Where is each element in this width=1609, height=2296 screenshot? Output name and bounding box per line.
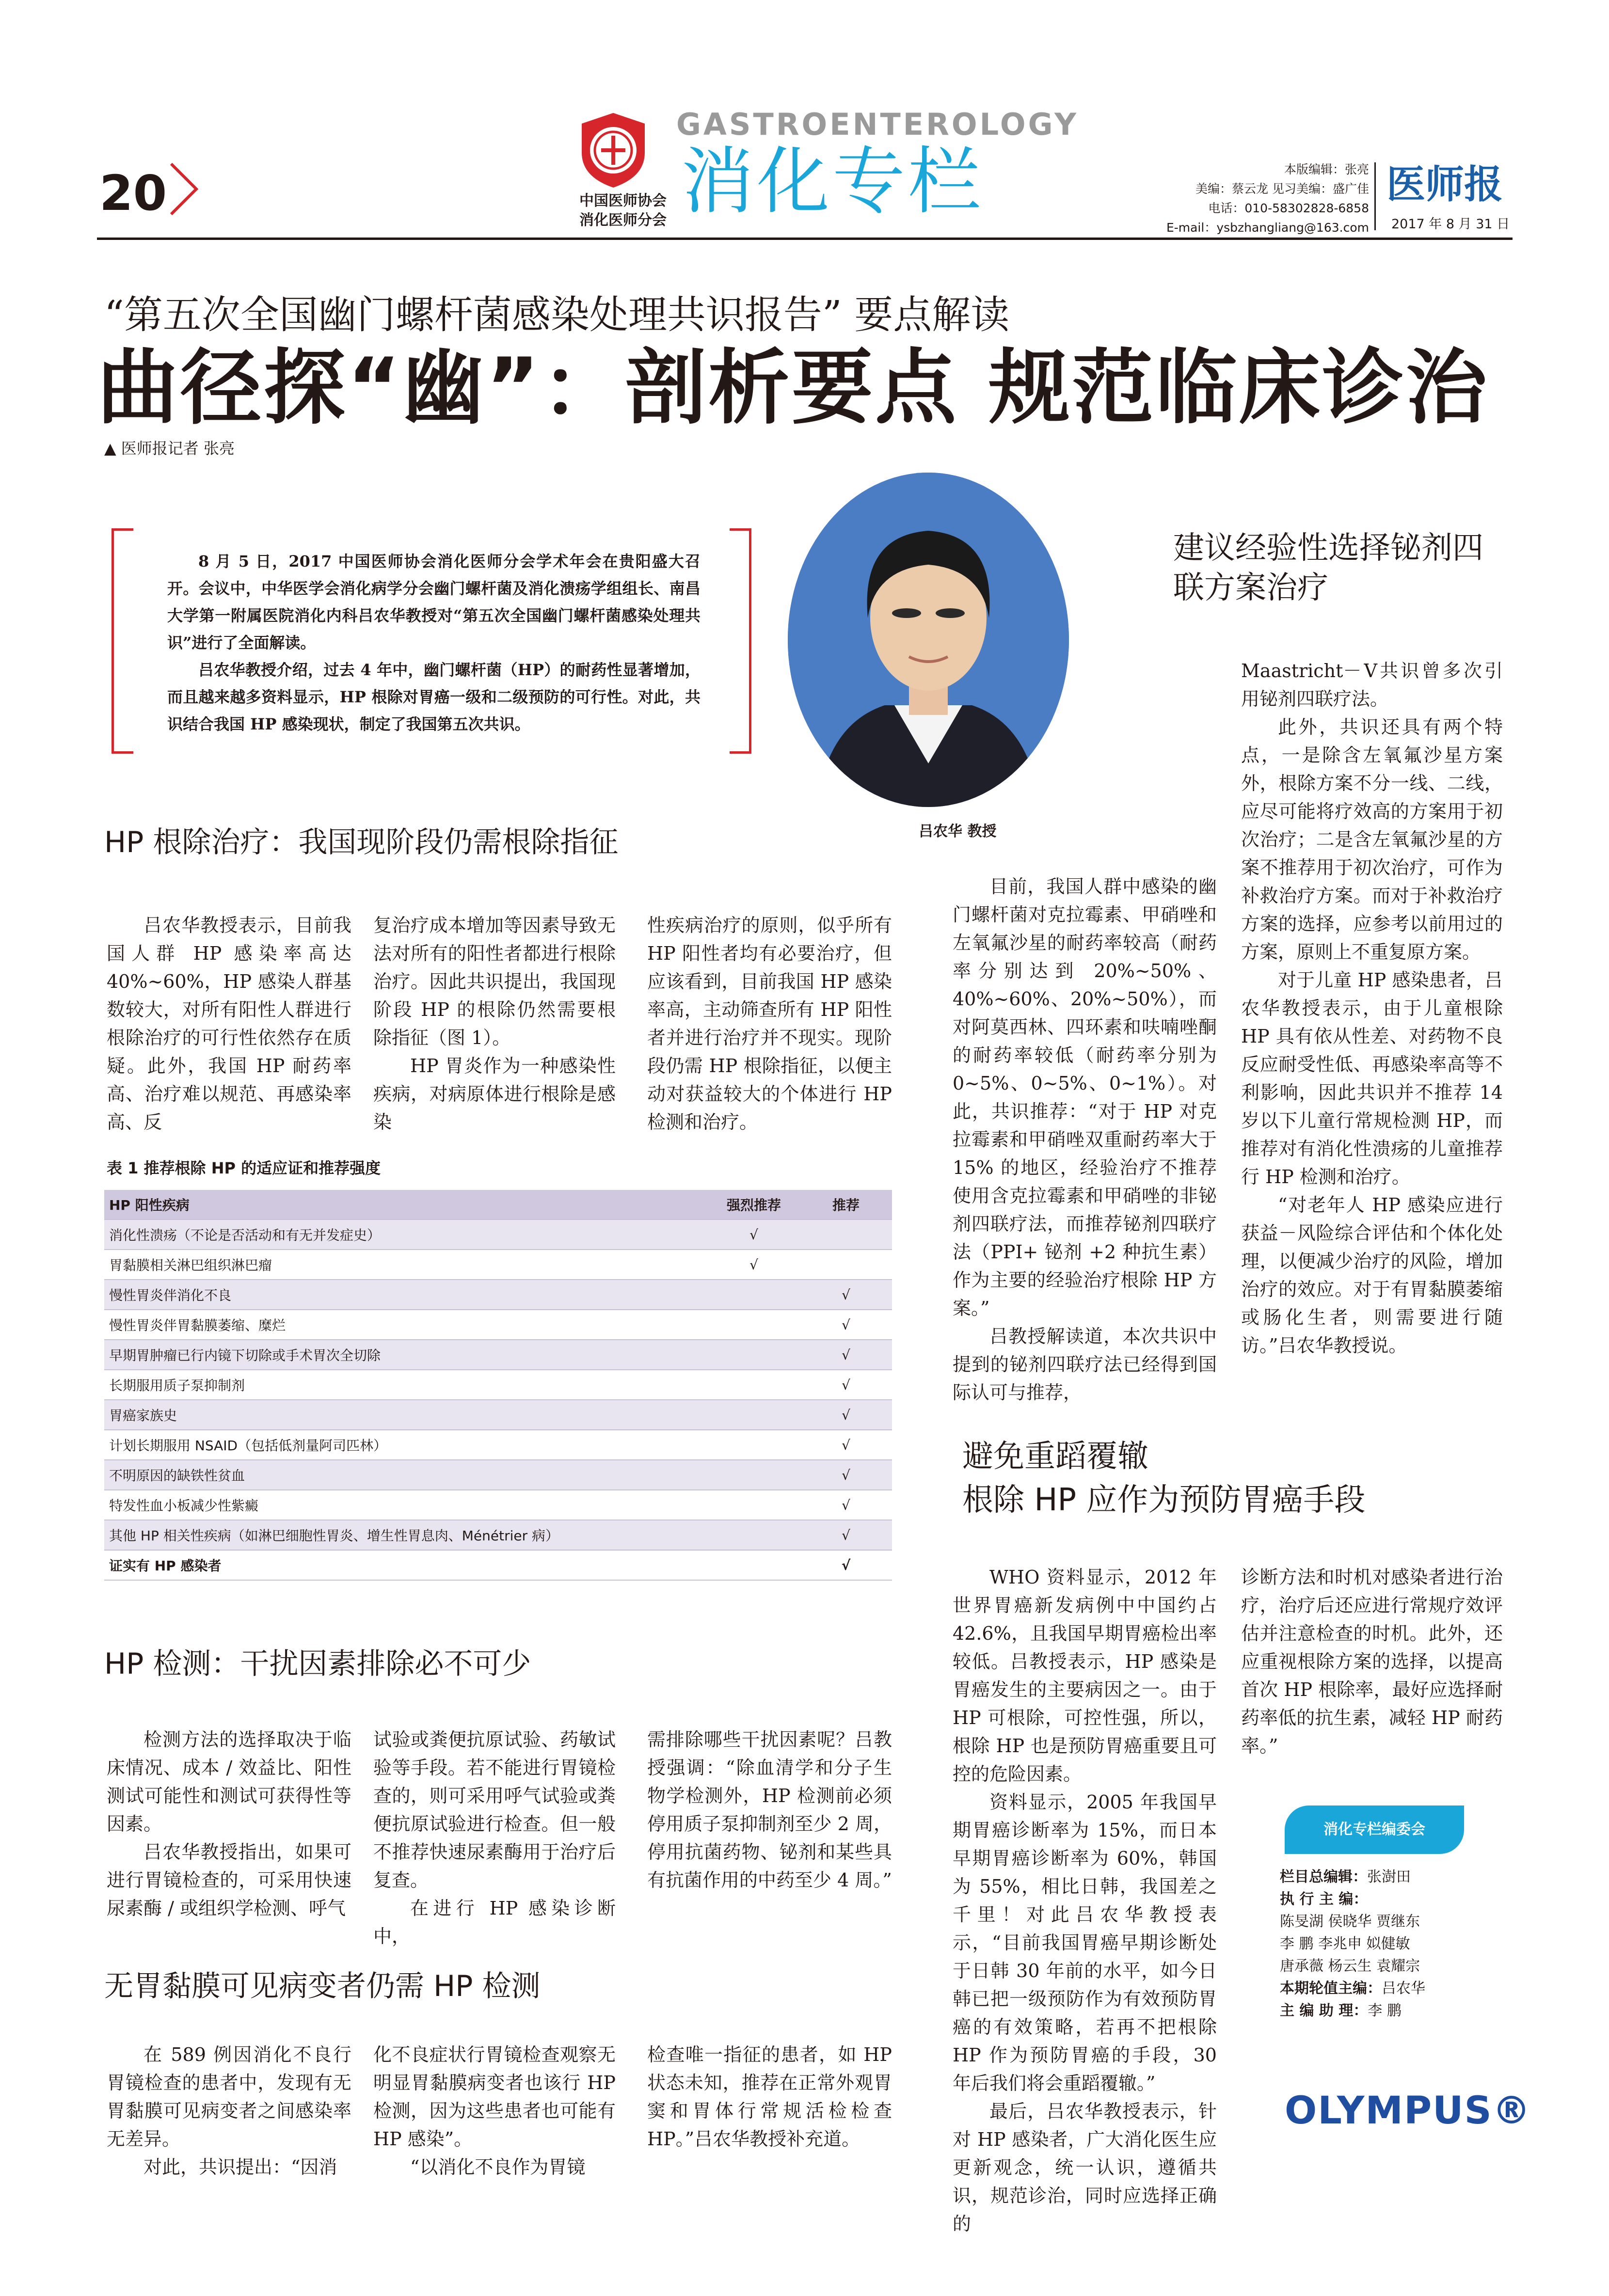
check-cell: √ — [800, 1340, 892, 1370]
paragraph: 最后，吕农华教授表示，针对 HP 感染者，广大消化医生应更新观念，统一认识，遵循共识，规范诊治，同时应选择正确的 — [953, 2101, 1217, 2234]
check-cell — [800, 1219, 892, 1250]
paragraph: “对老年人 HP 感染应进行获益－风险综合评估和个体化处理，以便减少治疗的风险，增加治疗的效应。对于有胃黏膜萎缩或肠化生者，则需要进行随访。”吕农华教授说。 — [1241, 1194, 1503, 1356]
check-cell — [708, 1520, 800, 1550]
committee-list — [1280, 1866, 1503, 2022]
committee-line: 本期轮值主编：吕农华 — [1280, 1980, 1425, 1997]
paragraph: 化不良症状行胃镜检查观察无明显胃黏膜病变者也该行 HP 检测，因为这些患者也可能有 HP 感染”。 — [373, 2044, 616, 2150]
table-header: 强烈推荐 — [708, 1190, 800, 1219]
section-heading: 无胃黏膜可见病变者仍需 HP 检测 — [104, 1969, 541, 2003]
text-column — [107, 2041, 351, 2181]
association-name — [553, 191, 693, 230]
text-column — [647, 2041, 892, 2153]
check-cell — [800, 1250, 892, 1280]
paragraph: 在进行 HP 感染诊断中， — [373, 1898, 616, 1947]
sponsor-logo: OLYMPUS® — [1285, 2089, 1531, 2133]
paragraph: 试验或粪便抗原试验、药敏试验等手段。若不能进行胃镜检查的，则可采用呼气试验或粪便抗原试验进行检查。但一般不推荐快速尿素酶用于治疗后复查。 — [373, 1729, 616, 1891]
check-cell — [708, 1280, 800, 1310]
page-number: 20 — [99, 165, 167, 222]
committee-line: 主 编 助 理：李 鹏 — [1280, 2002, 1402, 2019]
paragraph: 需排除哪些干扰因素呢？吕教授强调：“除血清学和分子生物学检测外，HP 检测前必须停用质子泵抑制剂至少 2 周，停用抗菌药物、铋剂和某些具有抗菌作用的中药至少 4 周。” — [647, 1729, 892, 1891]
check-cell: √ — [800, 1370, 892, 1400]
section-heading: 建议经验性选择铋剂四联方案治疗 — [1173, 530, 1483, 606]
table-row — [104, 1430, 892, 1460]
table-row — [104, 1400, 892, 1430]
paragraph: 检查唯一指征的患者，如 HP 状态未知，推荐在正常外观胃窦和胃体行常规活检检查 HP。”吕农华教授补充道。 — [647, 2044, 892, 2150]
section-heading: HP 根除治疗：我国现阶段仍需根除指征 — [104, 825, 619, 859]
paragraph: 性疾病治疗的原则，似乎所有 HP 阳性者均有必要治疗，但应该看到，目前我国 HP 感染率高，主动筛查所有 HP 阳性者并进行治疗并不现实。现阶段仍需 HP 根除指征，以便主动对获益较大的个体进行 HP 检测和治疗。 — [647, 915, 892, 1133]
intro-text — [167, 548, 701, 738]
check-cell — [708, 1400, 800, 1430]
check-cell: √ — [708, 1250, 800, 1280]
table-header: 推荐 — [800, 1190, 892, 1219]
table-title: 表 1 推荐根除 HP 的适应证和推荐强度 — [107, 1159, 381, 1177]
check-cell — [708, 1490, 800, 1520]
table-row — [104, 1370, 892, 1400]
committee-line: 李 鹏 李兆申 姒健敏 — [1280, 1935, 1410, 1952]
table-cell: 慢性胃炎伴消化不良 — [104, 1280, 708, 1310]
section-title-cn: 消化专栏 — [681, 140, 984, 224]
check-cell: √ — [800, 1460, 892, 1490]
editor-line: 本版编辑：张亮 — [1284, 162, 1369, 176]
table-cell: 早期胃肿瘤已行内镜下切除或手术胃次全切除 — [104, 1340, 708, 1370]
paragraph: 此外，共识还具有两个特点，一是除含左氧氟沙星方案外，根除方案不分一线、二线，应尽可能将疗效高的方案用于初次治疗；二是含左氧氟沙星的方案不推荐用于初次治疗，可作为补救治疗方案。而对于补救治疗方案的选择，应参考以前用过的方案，原则上不重复原方案。 — [1241, 716, 1503, 963]
table-cell: 长期服用质子泵抑制剂 — [104, 1370, 708, 1400]
check-cell — [708, 1550, 800, 1580]
section-heading: HP 检测：干扰因素排除必不可少 — [104, 1647, 531, 1681]
paragraph: 资料显示，2005 年我国早期胃癌诊断率为 15%，而日本早期胃癌诊断率为 60%，韩国为 55%，相比日韩，我国差之千里！对此吕农华教授表示，“目前我国胃癌早期诊断处于日韩 30 年前的水平，如今日韩已把一级预防作为有效预防胃癌的有效策略，若再不把根除 HP 作为预防胃癌的手段，30 年后我们将会重蹈覆辙。” — [953, 1791, 1217, 2094]
paragraph: 吕农华教授指出，如果可进行胃镜检查的，可采用快速尿素酶 / 或组织学检测、呼气 — [107, 1841, 351, 1919]
paragraph: 吕教授解读道，本次共识中提到的铋剂四联疗法已经得到国际认可与推荐， — [953, 1326, 1217, 1403]
article-subhead: “第五次全国幽门螺杆菌感染处理共识报告” 要点解读 — [104, 292, 1010, 337]
table-cell: 胃癌家族史 — [104, 1400, 708, 1430]
table-row — [104, 1310, 892, 1340]
table-row — [104, 1520, 892, 1550]
check-cell — [708, 1340, 800, 1370]
check-cell: √ — [708, 1219, 800, 1250]
paragraph: 对于儿童 HP 感染患者，吕农华教授表示，由于儿童根除 HP 具有依从性差、对药物不良反应耐受性低、再感染率高等不利影响，因此共识并不推荐 14 岁以下儿童行常规检测 HP，而推荐对有消化性溃疡的儿童推荐行 HP 检测和治疗。 — [1241, 969, 1503, 1188]
table-row — [104, 1280, 892, 1310]
publication-date: 2017 年 8 月 31 日 — [1391, 217, 1510, 232]
header-divider — [1374, 162, 1376, 230]
committee-line: 唐承薇 杨云生 袁耀宗 — [1280, 1958, 1420, 1975]
paragraph: 诊断方法和时机对感染者进行治疗，治疗后还应进行常规疗效评估并注意检查的时机。此外，还应重视根除方案的选择，以提高首次 HP 根除率，最好应选择耐药率低的抗生素，减轻 HP 耐药率。” — [1241, 1567, 1503, 1757]
editor-line: 电话：010-58302828-6858 — [1208, 201, 1369, 215]
portrait-photo — [788, 473, 1069, 807]
table-row — [104, 1250, 892, 1280]
section-heading — [962, 1435, 1496, 1522]
intro-paragraph: 吕农华教授介绍，过去 4 年中，幽门螺杆菌（HP）的耐药性显著增加，而且越来越多资料显示，HP 根除对胃癌一级和二级预防的可行性。对此，共识结合我国 HP 感染现状，制定了我国第五次共识。 — [167, 661, 701, 733]
text-column — [373, 1726, 616, 1950]
check-cell: √ — [800, 1550, 892, 1580]
paragraph: 在 589 例因消化不良行胃镜检查的患者中，发现有无胃黏膜可见病变者之间感染率无差异。 — [107, 2044, 351, 2150]
text-column — [953, 1563, 1217, 2238]
byline: ▲ 医师报记者 张亮 — [104, 439, 235, 458]
paragraph: 对此，共识提出：“因消 — [143, 2156, 337, 2178]
chevron-right-icon — [167, 160, 201, 218]
check-cell: √ — [800, 1430, 892, 1460]
text-column — [373, 2041, 616, 2181]
indication-table — [104, 1190, 892, 1581]
text-column — [1241, 1563, 1503, 1760]
text-column — [107, 1726, 351, 1922]
text-column — [107, 911, 351, 1136]
article-headline: 曲径探“幽”：剖析要点 规范临床诊治 — [97, 340, 1489, 435]
text-column — [1241, 657, 1503, 1360]
brand-logo: 医师报 — [1386, 161, 1503, 207]
check-cell: √ — [800, 1280, 892, 1310]
table-cell: 慢性胃炎伴胃黏膜萎缩、糜烂 — [104, 1310, 708, 1340]
table-cell: 消化性溃疡（不论是否活动和有无并发症史） — [104, 1219, 708, 1250]
table-row — [104, 1460, 892, 1490]
check-cell: √ — [800, 1520, 892, 1550]
table-cell: 证实有 HP 感染者 — [104, 1550, 708, 1580]
table-cell: 特发性血小板减少性紫癜 — [104, 1490, 708, 1520]
bracket-left — [112, 528, 133, 754]
association-line-1: 中国医师协会 — [579, 192, 667, 209]
editor-info — [1030, 160, 1369, 238]
masthead-rule — [97, 238, 1513, 240]
paragraph: “以消化不良作为胃镜 — [410, 2156, 586, 2178]
committee-line: 执 行 主 编： — [1280, 1891, 1368, 1908]
editor-line: E-mail：ysbzhangliang@163.com — [1166, 221, 1369, 235]
intro-paragraph: 8 月 5 日，2017 中国医师协会消化医师分会学术年会在贵阳盛大召开。会议中，中华医学会消化病学分会幽门螺杆菌及消化溃疡学组组长、南昌大学第一附属医院消化内科吕农华教授对“第五次全国幽门螺杆菌感染处理共识”进行了全面解读。 — [167, 552, 701, 652]
table-row — [104, 1550, 892, 1580]
paragraph: 吕农华教授表示，目前我国人群 HP 感染率高达 40%~60%，HP 感染人群基数较大，对所有阳性人群进行根除治疗的可行性依然存在质疑。此外，我国 HP 耐药率高、治疗难以规范、再感染率高、反 — [107, 915, 351, 1133]
text-column — [953, 872, 1217, 1407]
committee-line: 栏目总编辑：张澍田 — [1280, 1868, 1411, 1885]
paragraph: WHO 资料显示，2012 年世界胃癌新发病例中中国约占 42.6%，且我国早期胃癌检出率较低。吕教授表示，HP 感染是胃癌发生的主要病因之一。由于 HP 可根除，可控性强，所以，根除 HP 也是预防胃癌重要且可控的危险因素。 — [953, 1567, 1217, 1785]
table-cell: 其他 HP 相关性疾病（如淋巴细胞性胃炎、增生性胃息肉、Ménétrier 病） — [104, 1520, 708, 1550]
check-cell — [708, 1370, 800, 1400]
paragraph: 目前，我国人群中感染的幽门螺杆菌对克拉霉素、甲硝唑和左氧氟沙星的耐药率较高（耐药率分别达到 20%~50%、40%~60%、20%~50%），而对阿莫西林、四环素和呋喃唑酮的耐药率较低（耐药率分别为 0~5%、0~5%、0~1%）。对此，共识推荐：“对于 HP 对克拉霉素和甲硝唑双重耐药率大于 15% 的地区，经验治疗不推荐使用含克拉霉素和甲硝唑的非铋剂四联疗法，而推荐铋剂四联疗法（PPI+ 铋剂 +2 种抗生素）作为主要的经验治疗根除 HP 方案。” — [953, 876, 1217, 1319]
association-line-2: 消化医师分会 — [579, 212, 667, 229]
text-column — [373, 911, 616, 1136]
paragraph: 检测方法的选择取决于临床情况、成本 / 效益比、阳性测试可能性和测试可获得性等因素。 — [107, 1729, 351, 1835]
table-row — [104, 1490, 892, 1520]
table-cell: 计划长期服用 NSAID（包括低剂量阿司匹林） — [104, 1430, 708, 1460]
paragraph: Maastricht－Ⅴ共识曾多次引用铋剂四联疗法。 — [1241, 660, 1503, 710]
check-cell — [708, 1310, 800, 1340]
table-cell: 不明原因的缺铁性贫血 — [104, 1460, 708, 1490]
section-heading-line: 避免重蹈覆辙 — [962, 1439, 1148, 1474]
check-cell — [708, 1460, 800, 1490]
table-row — [104, 1219, 892, 1250]
text-column — [647, 1726, 892, 1894]
text-column — [647, 911, 892, 1136]
photo-caption: 吕农华 教授 — [919, 823, 997, 840]
editor-line: 美编：蔡云龙 见习美编：盛广佳 — [1195, 182, 1369, 196]
table-cell: 胃黏膜相关淋巴组织淋巴瘤 — [104, 1250, 708, 1280]
check-cell — [708, 1430, 800, 1460]
paragraph: 复治疗成本增加等因素导致无法对所有的阳性者都进行根除治疗。因此共识提出，我国现阶段 HP 的根除仍然需要根除指征（图 1）。 — [373, 915, 616, 1048]
table-row — [104, 1340, 892, 1370]
section-title-en: GASTROENTEROLOGY — [676, 107, 1079, 142]
check-cell: √ — [800, 1310, 892, 1340]
bracket-right — [730, 528, 751, 754]
committee-line: 陈旻湖 侯晓华 贾继东 — [1280, 1913, 1420, 1930]
check-cell: √ — [800, 1490, 892, 1520]
table-header-row — [104, 1190, 892, 1219]
section-heading-line: 根除 HP 应作为预防胃癌手段 — [962, 1482, 1366, 1518]
check-cell: √ — [800, 1400, 892, 1430]
table-header: HP 阳性疾病 — [104, 1190, 708, 1219]
paragraph: HP 胃炎作为一种感染性疾病，对病原体进行根除是感染 — [373, 1055, 616, 1133]
association-logo — [572, 109, 654, 191]
committee-badge: 消化专栏编委会 — [1285, 1805, 1464, 1854]
